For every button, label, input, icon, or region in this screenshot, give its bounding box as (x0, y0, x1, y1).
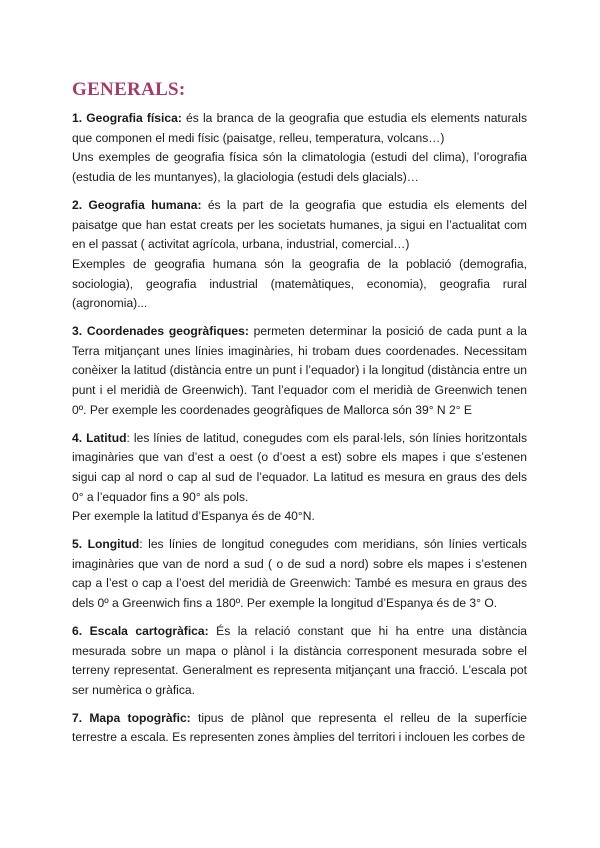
definition-coordenades (72, 322, 527, 421)
definition-text: és la branca de la geografia que estudia els elements naturals que componen el medi físic (paisatge, relleu, temperatura, volcans…) (72, 111, 528, 145)
definition-text: tipus de plànol que representa el relleu de la superfície terrestre a escala. Es representen zones àmplies del territori i inclouen les corbes de (72, 710, 527, 745)
definition-longitud (72, 535, 527, 614)
definition-term: 1. Geografia física: (72, 111, 182, 125)
definition-text: permeten determinar la posició de cada punt a la Terra mitjançant unes línies imaginàries, hi trobam dues coordenades. Necessitam conèixer la latitud (distància entre un punt i l’equador) i la longitud (distància entre un punt i el meridià de Greenwich). Tant l’equador com el meridià de Greenwich tenen 0º. Per exemple les coordenades geogràfiques de Mallorca són 39° N 2° E (72, 324, 527, 417)
definition-paragraph (72, 109, 527, 148)
definition-paragraph (72, 709, 527, 748)
section-heading: GENERALS: (72, 79, 186, 100)
definition-paragraph (72, 196, 527, 255)
definition-paragraph: Uns exemples de geografia física són la climatologia (estudi del clima), l’orografia (estudia de les muntanyes), la glaciologia (estudi dels glacials)… (72, 150, 527, 185)
definition-term: 5. Longitud (72, 537, 140, 552)
definition-paragraph: Exemples de geografia humana són la geografia de la població (demografia, sociologia), geografia industrial (matemàtiques, economia), geografia rural (agronomia)... (72, 256, 527, 311)
definition-latitud (72, 429, 527, 528)
definition-geografia-humana (72, 196, 527, 314)
definition-text: : les línies de longitud conegudes com meridians, són línies verticals imaginàries que van de nord a sud ( o de sud a nord) sobre els mapes i s’estenen cap a l’est o cap a l’oest del meridià de Greenwich: També es mesura en graus des dels 0º a Greenwich fins a 180º. Per exemple la longitud d’Espanya és de 3° O. (72, 537, 527, 611)
definition-term: 4. Latitud (72, 430, 127, 445)
definition-paragraph (72, 622, 527, 701)
definition-paragraph: Per exemple la latitud d’Espanya és de 40°N. (72, 509, 315, 524)
definition-paragraph (72, 322, 527, 421)
definition-paragraph (72, 535, 527, 614)
definition-term: 3. Coordenades geogràfiques: (72, 324, 249, 339)
definition-mapa-topografic (72, 709, 527, 748)
definition-text: És la relació constant que hi ha entre una distància mesurada sobre un mapa o plànol i la distància corresponent mesurada sobre el terreny representat. Generalment es representa mitjançant una fracció. L’escala pot ser numèrica o gràfica. (72, 623, 527, 697)
document-page (72, 78, 527, 756)
definition-term: 6. Escala cartogràfica: (72, 623, 209, 638)
definition-escala (72, 622, 527, 701)
definition-term: 7. Mapa topogràfic: (72, 710, 191, 725)
definition-text: és la part de la geografia que estudia els elements del paisatge que han estat creats per les societats humanes, ja sigui en l’actualitat com en el passat ( activitat agrícola, urbana, industrial, comercial…) (72, 197, 527, 252)
definition-text: : les línies de latitud, conegudes com els paral·lels, són línies horitzontals imaginàries que van d’est a oest (o d’oest a est) sobre els mapes i que s’estenen sigui cap al nord o cap al sud de l’equador. La latitud es mesura en graus des dels 0° a l’equador fins a 90° als pols. (72, 430, 527, 504)
definition-geografia-fisica (72, 109, 527, 188)
definition-term: 2. Geografia humana: (72, 197, 202, 212)
definition-paragraph (72, 429, 527, 508)
